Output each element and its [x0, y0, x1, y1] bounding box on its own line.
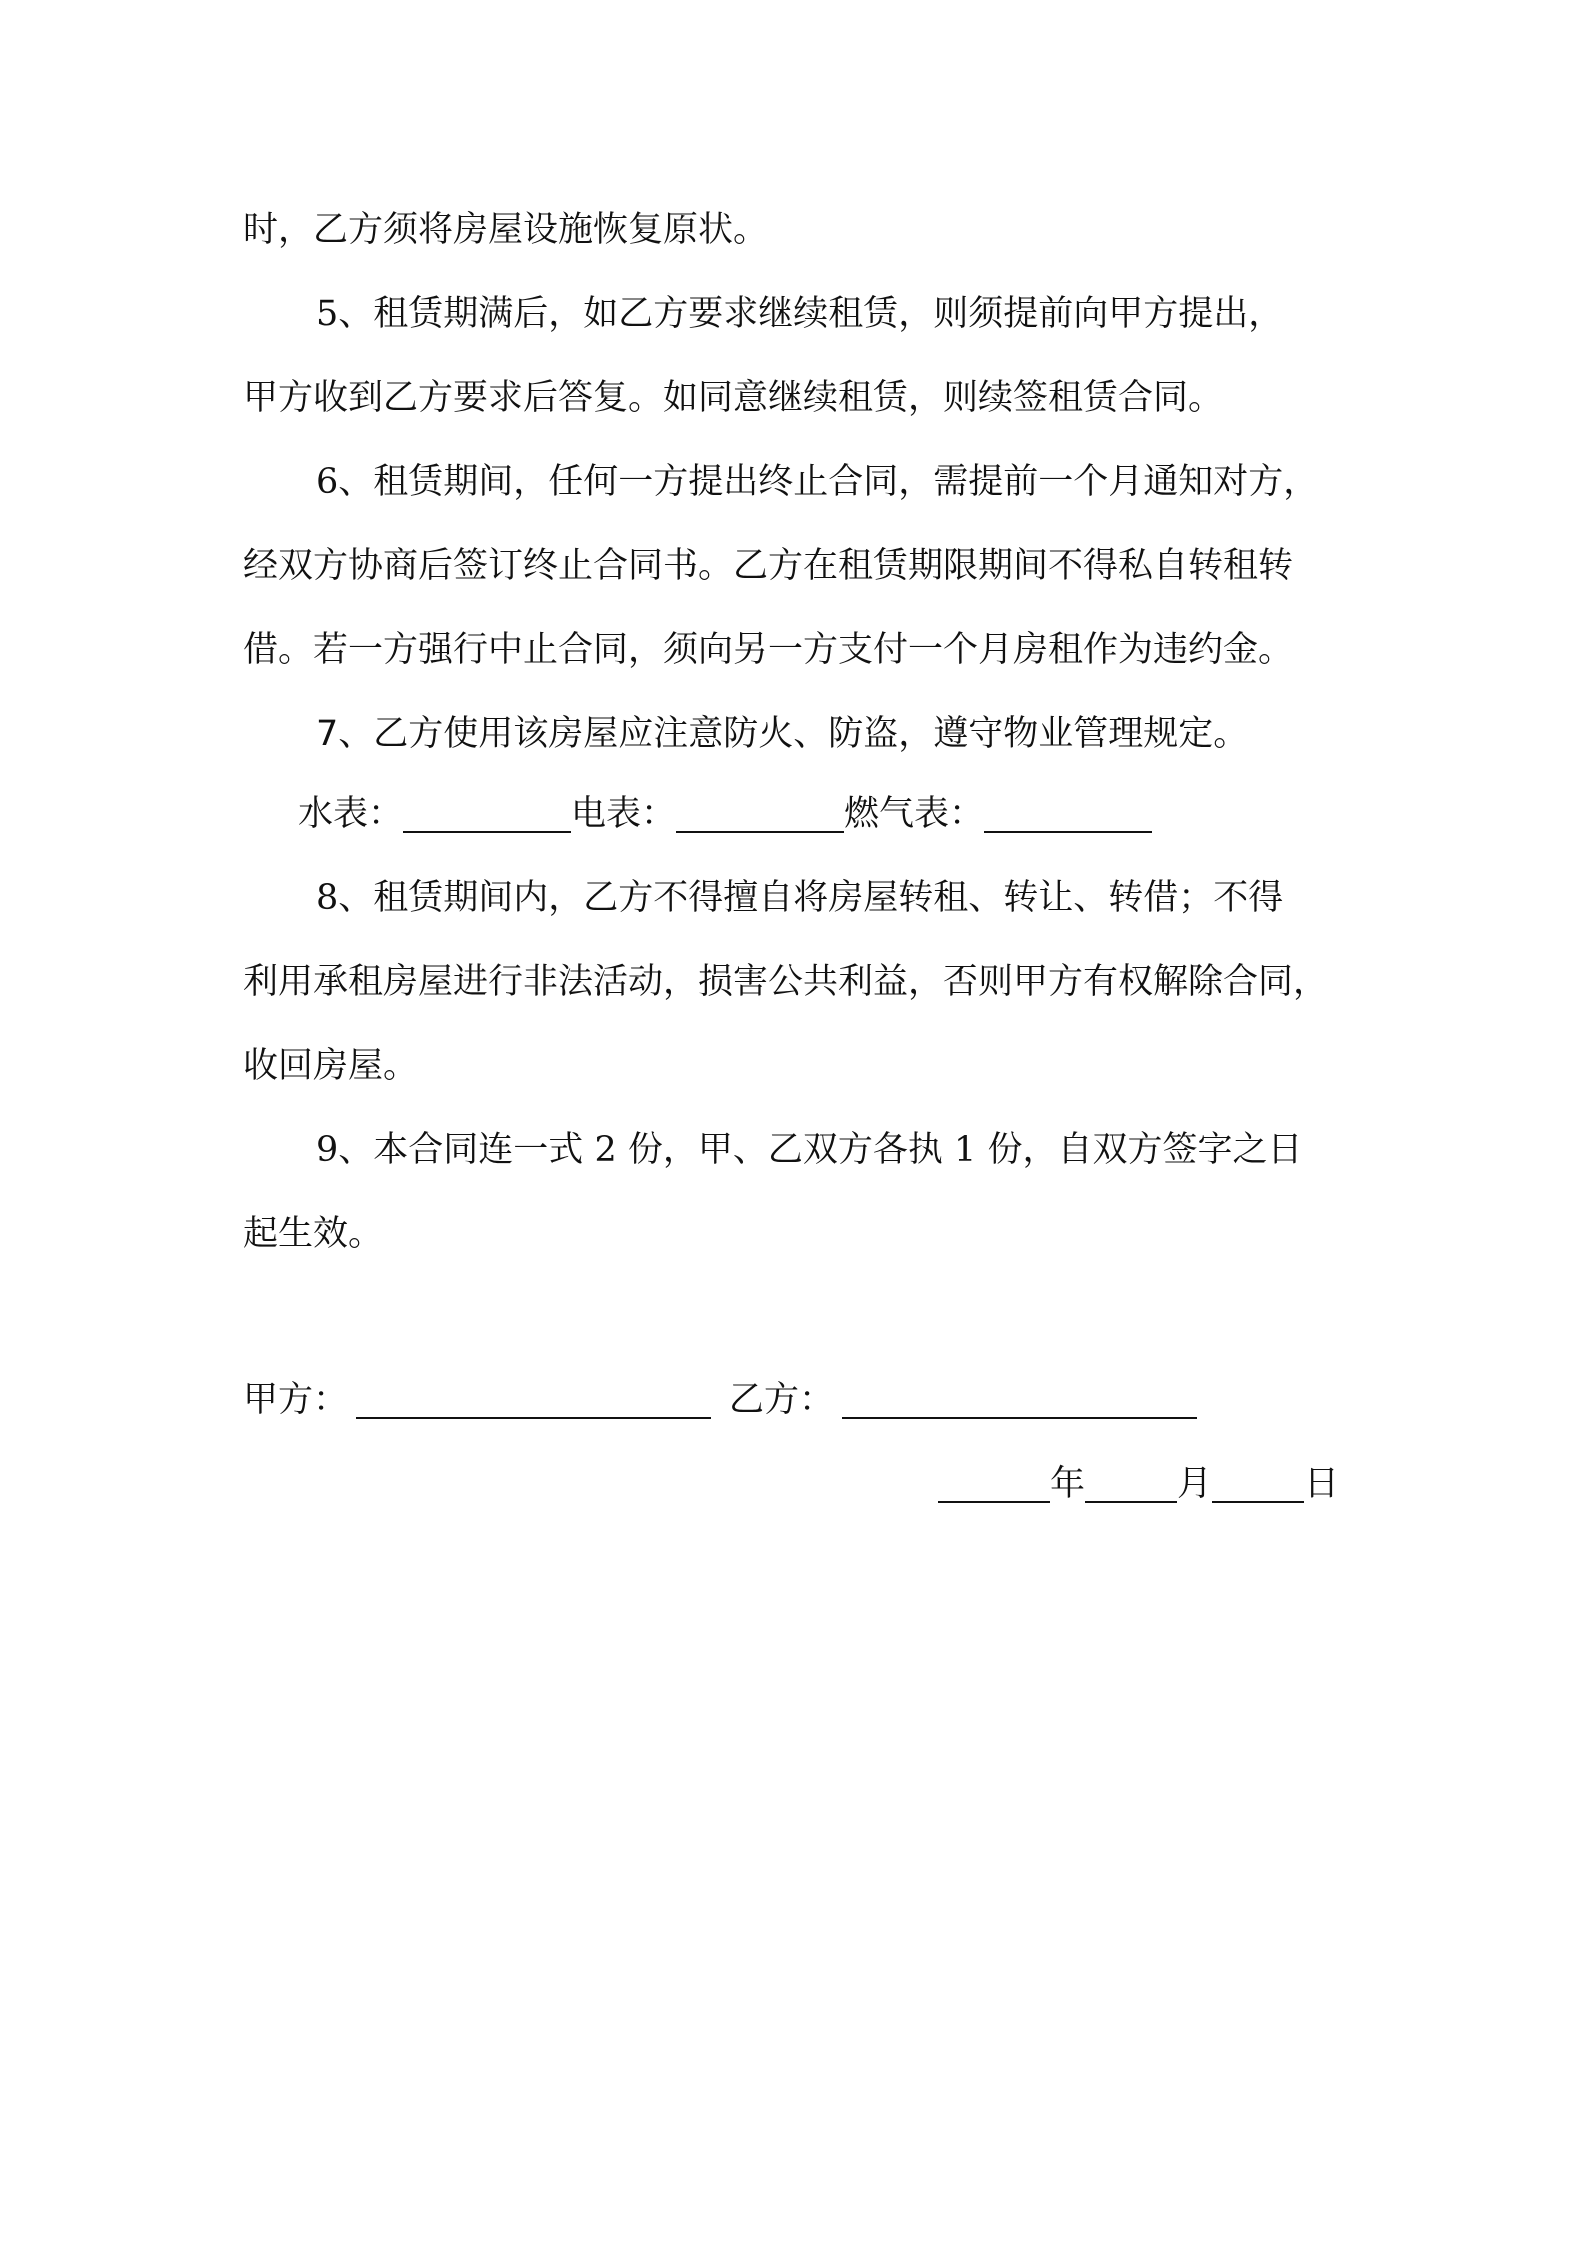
party-a-signature-blank	[356, 1387, 711, 1419]
year-blank	[938, 1471, 1050, 1503]
party-b-signature-blank	[842, 1387, 1197, 1419]
gas-meter-label: 燃气表：	[844, 794, 985, 834]
party-b-label: 乙方：	[729, 1380, 835, 1420]
clause-8-line-2: 利用承租房屋进行非法活动，损害公共利益，否则甲方有权解除合同，	[243, 962, 1329, 1002]
clause-8-line-1: 8、租赁期间内，乙方不得擅自将房屋转租、转让、转借；不得	[316, 878, 1284, 918]
electric-meter-label: 电表：	[571, 794, 677, 834]
clause-9-line-2: 起生效。	[243, 1214, 384, 1254]
month-label: 月	[1177, 1464, 1213, 1504]
year-label: 年	[1050, 1464, 1086, 1504]
water-meter-blank	[403, 801, 571, 833]
date-line	[938, 1462, 1339, 1506]
clause-7: 7、乙方使用该房屋应注意防火、防盗，遵守物业管理规定。	[316, 714, 1249, 754]
month-blank	[1085, 1471, 1177, 1503]
day-blank	[1212, 1471, 1304, 1503]
electric-meter-blank	[676, 801, 844, 833]
clause-9-line-1: 9、本合同连一式 2 份，甲、乙双方各执 1 份，自双方签字之日	[316, 1130, 1303, 1170]
meters-line	[298, 792, 1152, 836]
clause-5-line-2: 甲方收到乙方要求后答复。如同意继续租赁，则续签租赁合同。	[243, 378, 1224, 418]
clause-6-line-3: 借。若一方强行中止合同，须向另一方支付一个月房租作为违约金。	[243, 630, 1294, 670]
signature-line	[243, 1378, 1197, 1422]
day-label: 日	[1304, 1464, 1340, 1504]
clause-4-continuation: 时，乙方须将房屋设施恢复原状。	[243, 210, 769, 250]
water-meter-label: 水表：	[298, 794, 404, 834]
clause-5-line-1: 5、租赁期满后，如乙方要求继续租赁，则须提前向甲方提出，	[316, 294, 1284, 334]
clause-8-line-3: 收回房屋。	[243, 1046, 419, 1086]
clause-6-line-2: 经双方协商后签订终止合同书。乙方在租赁期限期间不得私自转租转	[243, 546, 1294, 586]
clause-6-line-1: 6、租赁期间，任何一方提出终止合同，需提前一个月通知对方，	[316, 462, 1319, 502]
party-a-label: 甲方：	[243, 1380, 349, 1420]
gas-meter-blank	[984, 801, 1152, 833]
